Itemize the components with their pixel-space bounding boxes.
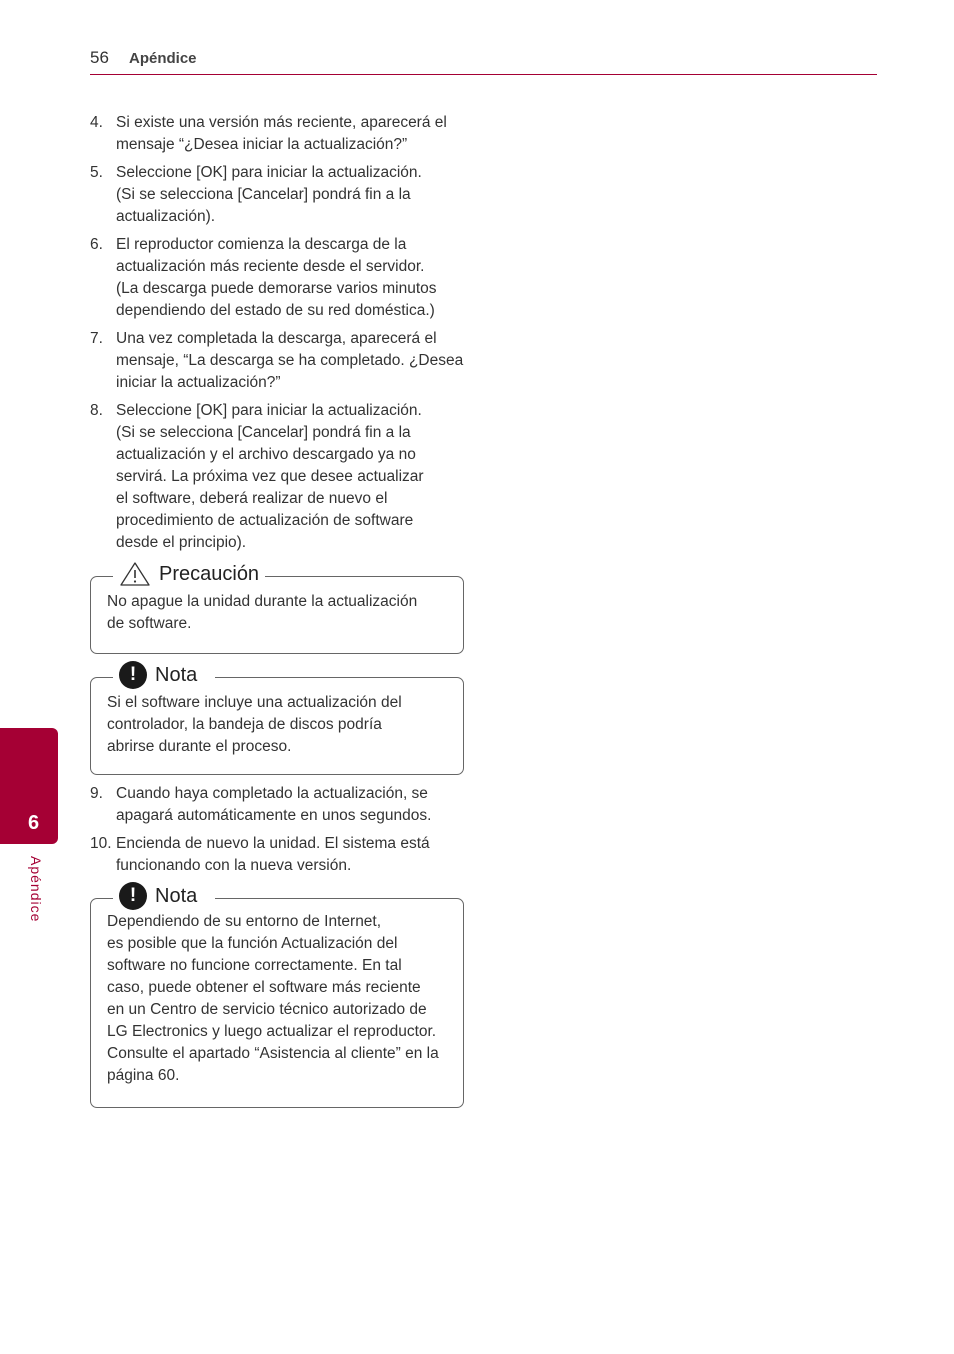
step-number: 8.	[90, 402, 103, 419]
header-rule	[90, 74, 877, 75]
step-number: 10.	[90, 835, 112, 852]
caution-box	[90, 562, 464, 654]
step-number: 6.	[90, 236, 103, 253]
step-text: Una vez completada la descarga, aparecerá el mensaje, “La descarga se ha completado. ¿Desea iniciar la actualización?”	[116, 330, 464, 391]
note-box	[90, 884, 464, 1108]
caution-header	[113, 561, 265, 587]
page-number: 56	[90, 48, 109, 67]
step-text: Seleccione [OK] para iniciar la actualización. (Si se selecciona [Cancelar] pondrá fin a la actualización).	[116, 164, 422, 225]
exclamation-circle-icon: !	[119, 882, 147, 910]
page-header	[90, 48, 877, 76]
caution-title: Precaución	[159, 562, 260, 585]
caution-text: No apague la unidad durante la actualización de software.	[107, 593, 418, 632]
note-box	[90, 663, 464, 775]
chapter-number: 6	[28, 812, 40, 834]
step-text: Cuando haya completado la actualización, se apagará automáticamente en unos segundos.	[116, 785, 432, 824]
step-number: 9.	[90, 785, 103, 802]
chapter-label: Apéndice	[28, 856, 44, 923]
exclamation-circle-icon: !	[119, 661, 147, 689]
warning-triangle-icon	[119, 561, 151, 587]
section-title: Apéndice	[129, 50, 197, 67]
step-text: Encienda de nuevo la unidad. El sistema está funcionando con la nueva versión.	[116, 835, 430, 874]
step-number: 5.	[90, 164, 103, 181]
note-title: Nota	[155, 884, 198, 907]
step-text: El reproductor comienza la descarga de la actualización más reciente desde el servidor. (La descarga puede demorarse varios minutos dependiendo del estado de su red doméstica.)	[116, 236, 437, 319]
note-text: Si el software incluye una actualización del controlador, la bandeja de discos podría abrirse durante el proceso.	[107, 694, 402, 755]
note-title: Nota	[155, 663, 198, 686]
step-number: 4.	[90, 114, 103, 131]
step-text: Si existe una versión más reciente, aparecerá el mensaje “¿Desea iniciar la actualización?”	[116, 114, 447, 153]
note-header	[113, 883, 215, 909]
note-text: Dependiendo de su entorno de Internet, es posible que la función Actualización del software no funcione correctamente. En tal caso, puede obtener el software más reciente en un Centro de servicio técnico autorizado de LG Electronics y luego actualizar el reproductor. Consulte el apartado “Asistencia al cliente” en la página 60.	[107, 913, 439, 1084]
step-number: 7.	[90, 330, 103, 347]
note-header	[113, 662, 215, 688]
step-text: Seleccione [OK] para iniciar la actualización. (Si se selecciona [Cancelar] pondrá fin a la actualización y el archivo descargado ya no servirá. La próxima vez que desee actualizar el software, deberá realizar de nuevo el procedimiento de actualización de software desde el principio).	[116, 402, 424, 551]
chapter-tab	[0, 728, 58, 844]
